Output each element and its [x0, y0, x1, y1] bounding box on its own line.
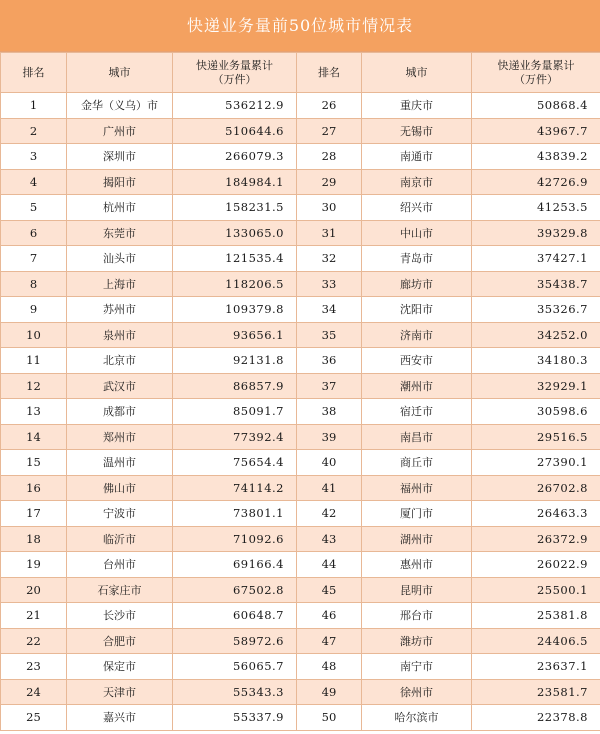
city-cell-left: 保定市 [67, 654, 173, 680]
rank-cell-left: 13 [1, 399, 67, 425]
volume-cell-right: 42726.9 [472, 169, 600, 195]
rank-cell-right: 48 [297, 654, 362, 680]
table-body [1, 93, 600, 731]
rank-cell-left: 8 [1, 271, 67, 297]
table-row [1, 93, 600, 119]
table-row [1, 679, 600, 705]
header-volume-line1: 快递业务量累计 [497, 58, 575, 72]
volume-cell-right: 24406.5 [472, 628, 600, 654]
city-cell-left: 宁波市 [67, 501, 173, 527]
rank-cell-right: 43 [297, 526, 362, 552]
city-cell-right: 商丘市 [362, 450, 472, 476]
city-cell-right: 青岛市 [362, 246, 472, 272]
table-row [1, 654, 600, 680]
rank-cell-left: 2 [1, 118, 67, 144]
rank-cell-left: 16 [1, 475, 67, 501]
rank-cell-right: 30 [297, 195, 362, 221]
table-row [1, 348, 600, 374]
table-row [1, 628, 600, 654]
table-row [1, 603, 600, 629]
volume-cell-left: 92131.8 [173, 348, 297, 374]
volume-cell-left: 73801.1 [173, 501, 297, 527]
volume-cell-left: 184984.1 [173, 169, 297, 195]
volume-cell-right: 35438.7 [472, 271, 600, 297]
rank-cell-left: 18 [1, 526, 67, 552]
volume-cell-right: 43967.7 [472, 118, 600, 144]
rank-cell-left: 22 [1, 628, 67, 654]
table-row [1, 246, 600, 272]
rank-cell-right: 39 [297, 424, 362, 450]
rank-cell-right: 38 [297, 399, 362, 425]
city-cell-left: 成都市 [67, 399, 173, 425]
rank-cell-right: 44 [297, 552, 362, 578]
volume-cell-left: 109379.8 [173, 297, 297, 323]
city-cell-left: 深圳市 [67, 144, 173, 170]
header-rank-left: 排名 [1, 53, 67, 93]
header-volume-line1: 快递业务量累计 [196, 58, 273, 72]
rank-cell-left: 25 [1, 705, 67, 731]
volume-cell-left: 93656.1 [173, 322, 297, 348]
header-volume-line2: （万件） [514, 72, 558, 86]
rank-cell-right: 36 [297, 348, 362, 374]
rank-cell-left: 5 [1, 195, 67, 221]
table-row [1, 322, 600, 348]
city-cell-right: 潍坊市 [362, 628, 472, 654]
rank-cell-right: 26 [297, 93, 362, 119]
rank-cell-left: 12 [1, 373, 67, 399]
city-cell-right: 济南市 [362, 322, 472, 348]
city-cell-right: 沈阳市 [362, 297, 472, 323]
city-cell-right: 福州市 [362, 475, 472, 501]
volume-cell-right: 26022.9 [472, 552, 600, 578]
table-row [1, 526, 600, 552]
city-cell-left: 苏州市 [67, 297, 173, 323]
city-cell-left: 合肥市 [67, 628, 173, 654]
city-cell-right: 西安市 [362, 348, 472, 374]
table-row [1, 271, 600, 297]
rank-cell-left: 9 [1, 297, 67, 323]
table-row [1, 399, 600, 425]
city-cell-right: 昆明市 [362, 577, 472, 603]
city-cell-right: 南通市 [362, 144, 472, 170]
city-cell-right: 湖州市 [362, 526, 472, 552]
volume-cell-right: 25381.8 [472, 603, 600, 629]
volume-cell-right: 32929.1 [472, 373, 600, 399]
rank-cell-right: 45 [297, 577, 362, 603]
city-cell-left: 温州市 [67, 450, 173, 476]
rank-cell-left: 7 [1, 246, 67, 272]
table-row [1, 169, 600, 195]
header-row [1, 53, 600, 93]
city-cell-left: 长沙市 [67, 603, 173, 629]
header-rank-right: 排名 [297, 53, 362, 93]
volume-cell-right: 34252.0 [472, 322, 600, 348]
city-cell-left: 天津市 [67, 679, 173, 705]
volume-cell-left: 85091.7 [173, 399, 297, 425]
header-volume-line2: （万件） [212, 72, 257, 86]
rank-cell-left: 19 [1, 552, 67, 578]
volume-cell-left: 55337.9 [173, 705, 297, 731]
volume-cell-right: 23581.7 [472, 679, 600, 705]
rank-cell-right: 50 [297, 705, 362, 731]
table-row [1, 705, 600, 731]
city-cell-left: 揭阳市 [67, 169, 173, 195]
table-row [1, 475, 600, 501]
volume-cell-right: 50868.4 [472, 93, 600, 119]
rank-cell-right: 37 [297, 373, 362, 399]
volume-cell-left: 266079.3 [173, 144, 297, 170]
city-cell-left: 武汉市 [67, 373, 173, 399]
volume-cell-left: 69166.4 [173, 552, 297, 578]
rank-cell-left: 1 [1, 93, 67, 119]
volume-cell-right: 23637.1 [472, 654, 600, 680]
city-cell-left: 汕头市 [67, 246, 173, 272]
city-cell-right: 绍兴市 [362, 195, 472, 221]
city-cell-right: 无锡市 [362, 118, 472, 144]
volume-cell-left: 56065.7 [173, 654, 297, 680]
rank-cell-right: 27 [297, 118, 362, 144]
table-row [1, 424, 600, 450]
volume-cell-right: 22378.8 [472, 705, 600, 731]
header-city-left: 城市 [67, 53, 173, 93]
volume-cell-left: 71092.6 [173, 526, 297, 552]
table-row [1, 297, 600, 323]
volume-cell-left: 77392.4 [173, 424, 297, 450]
city-cell-left: 石家庄市 [67, 577, 173, 603]
city-cell-right: 厦门市 [362, 501, 472, 527]
volume-cell-right: 29516.5 [472, 424, 600, 450]
city-cell-right: 廊坊市 [362, 271, 472, 297]
table-row [1, 118, 600, 144]
rank-cell-right: 41 [297, 475, 362, 501]
city-cell-left: 北京市 [67, 348, 173, 374]
volume-cell-left: 86857.9 [173, 373, 297, 399]
rank-cell-left: 23 [1, 654, 67, 680]
table-row [1, 220, 600, 246]
city-cell-left: 东莞市 [67, 220, 173, 246]
table-row [1, 501, 600, 527]
rank-cell-right: 29 [297, 169, 362, 195]
volume-cell-left: 158231.5 [173, 195, 297, 221]
city-cell-left: 泉州市 [67, 322, 173, 348]
city-cell-left: 佛山市 [67, 475, 173, 501]
city-cell-right: 南京市 [362, 169, 472, 195]
volume-cell-right: 26372.9 [472, 526, 600, 552]
express-volume-table [0, 52, 600, 731]
city-cell-left: 台州市 [67, 552, 173, 578]
city-cell-right: 潮州市 [362, 373, 472, 399]
volume-cell-right: 25500.1 [472, 577, 600, 603]
rank-cell-left: 14 [1, 424, 67, 450]
volume-cell-left: 121535.4 [173, 246, 297, 272]
city-cell-right: 南宁市 [362, 654, 472, 680]
volume-cell-right: 26702.8 [472, 475, 600, 501]
city-cell-left: 杭州市 [67, 195, 173, 221]
volume-cell-right: 34180.3 [472, 348, 600, 374]
volume-cell-left: 133065.0 [173, 220, 297, 246]
table-row [1, 450, 600, 476]
table-title: 快递业务量前50位城市情况表 [0, 0, 600, 52]
table-row [1, 373, 600, 399]
volume-cell-left: 510644.6 [173, 118, 297, 144]
volume-cell-right: 27390.1 [472, 450, 600, 476]
volume-cell-right: 39329.8 [472, 220, 600, 246]
rank-cell-right: 35 [297, 322, 362, 348]
rank-cell-right: 32 [297, 246, 362, 272]
volume-cell-right: 35326.7 [472, 297, 600, 323]
rank-cell-left: 20 [1, 577, 67, 603]
rank-cell-right: 46 [297, 603, 362, 629]
header-volume-left [173, 53, 297, 93]
rank-cell-left: 4 [1, 169, 67, 195]
city-cell-left: 广州市 [67, 118, 173, 144]
rank-cell-left: 11 [1, 348, 67, 374]
header-city-right: 城市 [362, 53, 472, 93]
rank-cell-left: 17 [1, 501, 67, 527]
city-cell-left: 郑州市 [67, 424, 173, 450]
volume-cell-right: 43839.2 [472, 144, 600, 170]
table-row [1, 552, 600, 578]
city-cell-right: 惠州市 [362, 552, 472, 578]
volume-cell-right: 30598.6 [472, 399, 600, 425]
rank-cell-left: 21 [1, 603, 67, 629]
volume-cell-left: 60648.7 [173, 603, 297, 629]
rank-cell-left: 15 [1, 450, 67, 476]
volume-cell-left: 536212.9 [173, 93, 297, 119]
city-cell-right: 宿迁市 [362, 399, 472, 425]
rank-cell-right: 47 [297, 628, 362, 654]
volume-cell-left: 74114.2 [173, 475, 297, 501]
volume-cell-left: 75654.4 [173, 450, 297, 476]
volume-cell-right: 26463.3 [472, 501, 600, 527]
city-cell-right: 邢台市 [362, 603, 472, 629]
city-cell-right: 中山市 [362, 220, 472, 246]
rank-cell-left: 3 [1, 144, 67, 170]
rank-cell-right: 33 [297, 271, 362, 297]
city-cell-left: 金华（义乌）市 [67, 93, 173, 119]
rank-cell-left: 24 [1, 679, 67, 705]
city-cell-left: 上海市 [67, 271, 173, 297]
volume-cell-left: 55343.3 [173, 679, 297, 705]
volume-cell-right: 37427.1 [472, 246, 600, 272]
city-cell-right: 南昌市 [362, 424, 472, 450]
city-cell-left: 临沂市 [67, 526, 173, 552]
city-cell-right: 徐州市 [362, 679, 472, 705]
volume-cell-right: 41253.5 [472, 195, 600, 221]
city-cell-right: 哈尔滨市 [362, 705, 472, 731]
volume-cell-left: 118206.5 [173, 271, 297, 297]
rank-cell-left: 10 [1, 322, 67, 348]
table-row [1, 144, 600, 170]
rank-cell-left: 6 [1, 220, 67, 246]
volume-cell-left: 58972.6 [173, 628, 297, 654]
rank-cell-right: 28 [297, 144, 362, 170]
table-row [1, 577, 600, 603]
rank-cell-right: 40 [297, 450, 362, 476]
rank-cell-right: 49 [297, 679, 362, 705]
rank-cell-right: 42 [297, 501, 362, 527]
city-cell-right: 重庆市 [362, 93, 472, 119]
header-volume-right [472, 53, 600, 93]
volume-cell-left: 67502.8 [173, 577, 297, 603]
rank-cell-right: 31 [297, 220, 362, 246]
rank-cell-right: 34 [297, 297, 362, 323]
city-cell-left: 嘉兴市 [67, 705, 173, 731]
table-row [1, 195, 600, 221]
